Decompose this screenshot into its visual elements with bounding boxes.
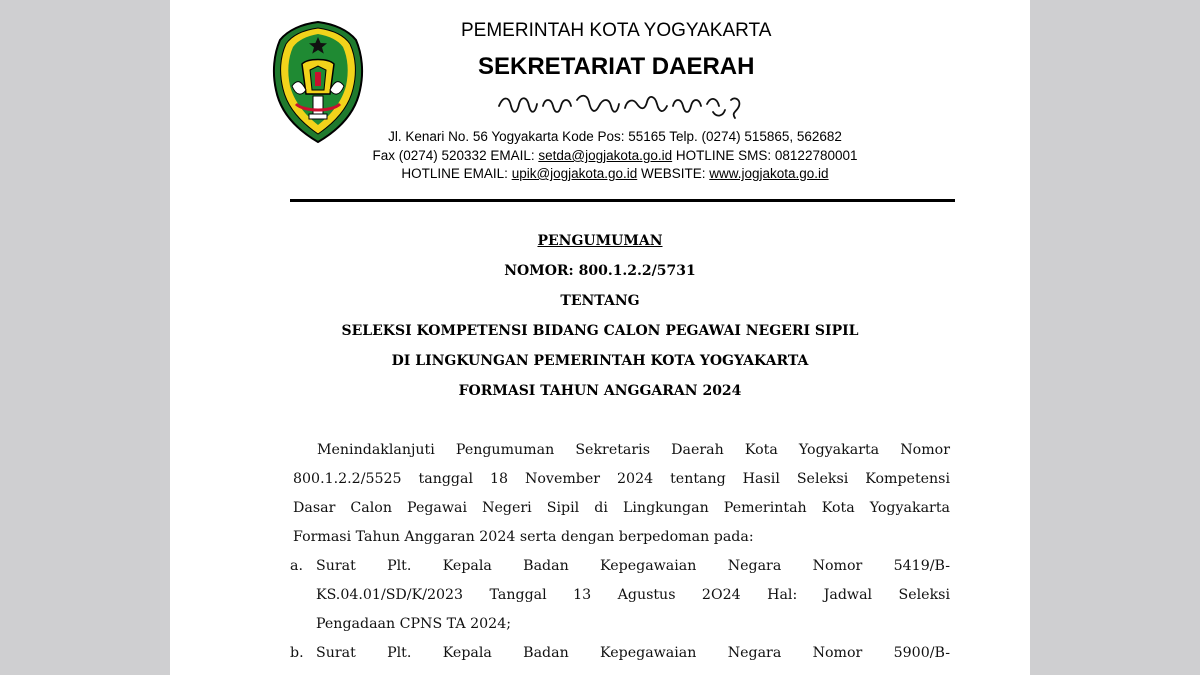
list-item-b-line: Surat Plt. Kepala Badan Kepegawaian Negara Nomor 5900/B- xyxy=(316,645,950,661)
announcement-subject-1: SELEKSI KOMPETENSI BIDANG CALON PEGAWAI NEGERI SIPIL xyxy=(341,323,859,339)
letterhead-divider xyxy=(290,199,955,202)
announcement-subject-3: FORMASI TAHUN ANGGARAN 2024 xyxy=(458,383,742,399)
website-link[interactable]: www.jogjakota.go.id xyxy=(709,166,829,181)
announcement-subject-2: DI LINGKUNGAN PEMERINTAH KOTA YOGYAKARTA xyxy=(391,353,809,369)
intro-line: Menindaklanjuti Pengumuman Sekretaris Daerah Kota Yogyakarta Nomor xyxy=(317,442,950,458)
email-link-upik[interactable]: upik@jogjakota.go.id xyxy=(511,166,638,181)
intro-line: 800.1.2.2/5525 tanggal 18 November 2024 tentang Hasil Seleksi Kompetensi xyxy=(293,471,950,487)
list-marker-b: b. xyxy=(290,645,304,661)
list-item-a-line: Surat Plt. Kepala Badan Kepegawaian Negara Nomor 5419/B- xyxy=(316,558,950,574)
contact-line-hotline xyxy=(225,166,1005,181)
list-item-a-line: Pengadaan CPNS TA 2024; xyxy=(316,616,512,632)
intro-line: Formasi Tahun Anggaran 2024 serta dengan berpedoman pada: xyxy=(293,529,754,545)
intro-line: Dasar Calon Pegawai Negeri Sipil di Lingkungan Pemerintah Kota Yogyakarta xyxy=(293,500,950,516)
list-item-a-line: KS.04.01/SD/K/2023 Tanggal 13 Agustus 2O24 Hal: Jadwal Seleksi xyxy=(316,587,950,603)
document-page xyxy=(170,0,1030,675)
email-link-setda[interactable]: setda@jogjakota.go.id xyxy=(538,148,673,163)
office-name: SEKRETARIAT DAERAH xyxy=(478,53,755,80)
announcement-number: NOMOR: 800.1.2.2/5731 xyxy=(504,263,696,279)
list-marker-a: a. xyxy=(290,558,303,574)
website-label: WEBSITE: xyxy=(637,166,710,181)
hotline-sms: HOTLINE SMS: 08122780001 xyxy=(672,148,858,163)
fax-label: Fax (0274) 520332 EMAIL: xyxy=(372,148,539,163)
announcement-about: TENTANG xyxy=(560,293,640,309)
government-name: PEMERINTAH KOTA YOGYAKARTA xyxy=(461,20,772,41)
announcement-heading: PENGUMUMAN xyxy=(537,233,663,249)
hotline-email-label: HOTLINE EMAIL: xyxy=(401,166,512,181)
javanese-script-icon xyxy=(495,86,745,122)
contact-line-fax xyxy=(225,148,1005,163)
address-line: Jl. Kenari No. 56 Yogyakarta Kode Pos: 55165 Telp. (0274) 515865, 562682 xyxy=(388,129,842,144)
city-emblem-icon xyxy=(272,20,364,144)
